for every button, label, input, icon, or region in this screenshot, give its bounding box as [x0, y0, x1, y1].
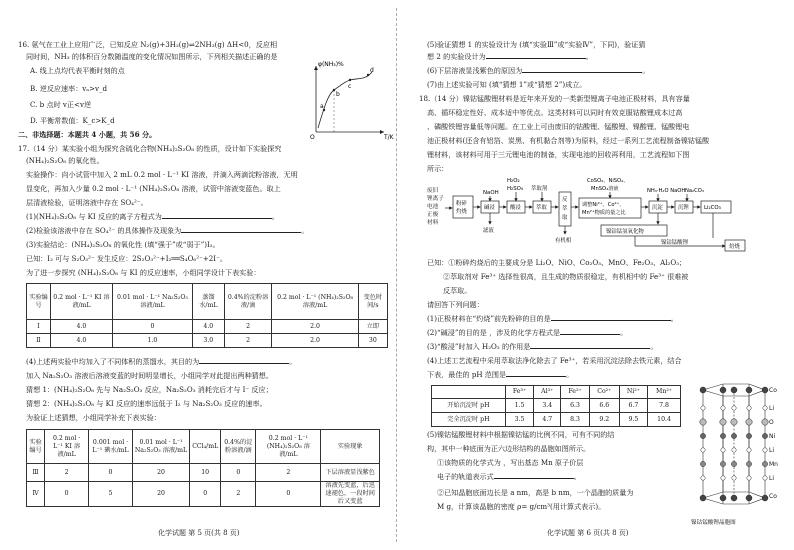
flow-reagent-naoh: NaOH — [483, 190, 499, 196]
ph-table-row-cell: 6.3 — [561, 399, 590, 413]
table2-row-cell: 5 — [89, 482, 133, 507]
table2-header-cell: 0.2 mol · L⁻¹ KI 溶液/mL — [45, 430, 89, 464]
crystal-atom — [762, 495, 768, 501]
table2-header-cell: 0.01 mol · L⁻¹ Na₂S₂O₃ 溶液/mL — [132, 430, 189, 464]
crystal-atom — [700, 387, 706, 393]
crystal-label-li-3: Li — [769, 475, 775, 482]
q18-sub5-line4-text: 电子的轨道表示式 — [437, 472, 494, 481]
q16-graph-ylabel: φ(NH₃)% — [318, 61, 344, 68]
flow-source-4: 正极 — [427, 212, 439, 218]
crystal-atom — [701, 476, 705, 480]
crystal-label-li-2: Li — [769, 447, 775, 454]
crystal-atom — [747, 448, 751, 452]
table2-row-cell: 0 — [45, 482, 89, 507]
crystal-atom — [763, 448, 767, 452]
table1-row-cell: 3.0 — [192, 334, 224, 348]
table2-row-cell: 溶液先变蓝，后迅速褪色，一段时间后又变蓝 — [321, 482, 380, 507]
q17-sub4-answer-blank[interactable] — [199, 363, 289, 364]
q18-line4: 池正极材料(还含有铝箔、炭黑、有机黏合剂等)为原料，经过一系列工艺流程制备镍钴锰酸 — [427, 136, 710, 145]
table1-row-cell: 4.0 — [192, 320, 224, 334]
q16-point-c: c — [348, 83, 352, 90]
table2-row-cell: 10 — [190, 464, 221, 482]
table2-header-cell: 实验编号 — [27, 430, 45, 464]
q18-sub1: (1)正极材料在“灼烧”前先粉碎的目的是 。 — [427, 314, 678, 323]
crystal-atom — [731, 419, 737, 425]
crystal-atom — [721, 476, 725, 480]
q18-sub2-text: (2)“碱浸”的目的是 ，涉及的化学方程式是 — [427, 328, 561, 337]
crystal-atom — [746, 495, 752, 501]
ph-table-header-cell: Fe³⁺ — [505, 386, 534, 399]
q18-sub1-text: (1)正极材料在“灼烧”前先粉碎的目的是 — [427, 314, 551, 323]
q17-line2: (NH₄)₂S₂O₈ 的氧化性。 — [26, 156, 104, 165]
table2-row-cell: 0 — [89, 464, 133, 482]
crystal-atom — [762, 387, 768, 393]
ph-table-row-cell: 开始沉淀时 pH — [432, 399, 506, 413]
q18-line6: 所示： — [427, 164, 449, 173]
crystal-atom — [732, 476, 736, 480]
crystal-atom — [731, 461, 736, 466]
crystal-atom — [720, 495, 726, 501]
crystal-atom — [731, 433, 736, 438]
crystal-atom — [732, 406, 736, 410]
q18-sub5-orbital-blank[interactable] — [494, 478, 574, 479]
q18-ph-table — [431, 385, 681, 427]
q18-sub5-line5: ②已知晶胞底面边长是 a nm，高是 b nm，一个晶胞的质量为 — [437, 488, 634, 497]
ph-table-header-cell: Co²⁺ — [589, 386, 619, 399]
ph-table-row-cell: 10.4 — [648, 413, 681, 427]
q16-graph — [300, 60, 394, 141]
flow-reagent-na2co3: Na₂CO₃ — [685, 188, 704, 194]
table2-row-cell: Ⅲ — [27, 464, 45, 482]
q17-known2: 为了进一步探究 (NH₄)₂S₂O₈ 与 KI 的反应速率，小组同学设计下表实验： — [26, 268, 261, 277]
crystal-atom — [762, 461, 767, 466]
table2-row-cell: 0 — [256, 482, 321, 507]
table1-header-cell: 0.2 mol · L⁻¹ KI 溶液/mL — [50, 284, 112, 320]
table2-header-cell: 0.001 mol · L⁻¹ 碘水/mL — [89, 430, 133, 464]
q17-sub2-answer-blank[interactable] — [181, 232, 301, 233]
crystal-atom — [763, 476, 767, 480]
ph-table-row-cell: 6.6 — [589, 399, 619, 413]
table2-row-cell: 下层溶液显浅紫色 — [321, 464, 380, 482]
q18-known3: 反萃取。 — [443, 286, 472, 295]
q18-known2: ②萃取剂对 Fe³⁺ 选择性很高，且生成的物质很稳定，有机相中的 Fe³⁺ 很难被 — [443, 272, 689, 281]
table1-header-cell: 0.2 mol · L⁻¹ (NH₄)₂S₂O₈ 溶液/mL — [272, 284, 358, 320]
table2-header-cell: CCl₄/mL — [190, 430, 221, 464]
q18-sub3-text: (3)“酸浸”时加入 H₂O₂ 的作用是 — [427, 342, 531, 351]
table2-row-cell: 2 — [221, 482, 256, 507]
section-2-heading: 二、非选择题：本题共 4 小题，共 56 分。 — [18, 130, 157, 139]
table1-row-cell: 2 — [224, 320, 272, 334]
ph-table-row-cell: 3.5 — [505, 413, 534, 427]
crystal-atom — [700, 419, 706, 425]
crystal-atom — [720, 433, 725, 438]
flow-acid-label: 酸浸 — [510, 205, 521, 211]
ph-table-header-cell: Fe²⁺ — [561, 386, 590, 399]
q17-sub5-line2: 想 2 的实验设计为 。 — [427, 52, 593, 61]
ph-table-header-cell — [432, 386, 506, 399]
ph-table-row-cell: 完全沉淀时 pH — [432, 413, 506, 427]
q16-option-d: D. 平衡常数值：K_c>K_d — [30, 116, 115, 125]
q17-guess1: 猜想 1：(NH₄)₂S₂O₈ 先与 Na₂S₂O₃ 反应，Na₂S₂O₃ 消耗完后才与 I⁻ 反应； — [26, 385, 273, 394]
page-5-footer: 化学试题 第 5 页(共 8 页) — [158, 529, 240, 537]
crystal-label-mn: Mn — [769, 461, 778, 468]
ph-table-row-cell: 4.7 — [534, 413, 561, 427]
flow-source-1: 废旧 — [427, 188, 439, 194]
q16-graph-origin: O — [310, 134, 315, 141]
q16-option-a: A. 线上点均代表平衡时刻的点 — [30, 66, 125, 75]
crystal-atom — [721, 406, 725, 410]
table2-header-cell: 实验现象 — [321, 430, 380, 464]
q17-line3: 实验操作：向小试管中加入 2 mL 0.2 mol · L⁻¹ KI 溶液，并滴入两滴淀粉溶液，无明 — [26, 170, 298, 179]
q18-sub2-answer-blank[interactable] — [560, 334, 620, 335]
crystal-atom — [701, 448, 705, 452]
svg-text:灼烧: 灼烧 — [456, 209, 467, 215]
table1-header-cell: 蒸馏水/mL — [192, 284, 224, 320]
q18-flowchart — [425, 174, 787, 256]
flow-source-5: 材料 — [427, 220, 439, 226]
q17-sub5-answer-blank[interactable] — [486, 58, 586, 59]
q16-option-b: B. 逆反应速率：vₐ>v_d — [30, 84, 108, 93]
crystal-label-o: O — [769, 419, 774, 426]
q17-sub7: (7)由上述实验可知 (填“猜想 1”或“猜想 2”)成立。 — [427, 80, 587, 89]
svg-text:Mn²⁺物质的量之比: Mn²⁺物质的量之比 — [582, 210, 626, 216]
q17-line4: 显变化，再加入少量 0.2 mol · L⁻¹ (NH₄)₂S₂O₈ 溶液，试管中溶液变蓝色。取上 — [26, 184, 281, 193]
page-6 — [397, 0, 794, 550]
flow-reagent-extractant: 萃取剂 — [531, 186, 548, 192]
q17-sub5-line2-text: 想 2 的实验设计为 — [427, 52, 486, 61]
q18-ask: 请回答下列问题： — [427, 300, 484, 309]
q17-sub6: (6)下层溶液显浅紫色的原因为 。 — [427, 66, 650, 75]
ph-table-row-cell: 6.7 — [619, 399, 647, 413]
q17-sub6-text: (6)下层溶液显浅紫色的原因为 — [427, 66, 523, 75]
table2-row-cell: 2 — [45, 464, 89, 482]
flow-final-product: 镍钴锰酸锂 — [661, 240, 688, 246]
q17-sub5: (5)验证猜想 1 的实验设计为 (填“实验Ⅲ”或“实验Ⅳ”，下同)，验证猜 — [427, 40, 646, 49]
crystal-atom — [762, 419, 768, 425]
crystal-caption: 镍钴锰酸锂晶胞图 — [691, 520, 736, 526]
q17-sub1-answer-blank[interactable] — [162, 218, 272, 219]
q16-line1: 16. 氨气在工业上应用广泛，已知反应 N₂(g)+3H₂(g)⇌2NH₃(g) ΔH<0，反应相 — [18, 40, 278, 49]
crystal-atom — [700, 433, 705, 438]
table1-row-cell: 2.0 — [272, 320, 358, 334]
q17-table2 — [26, 429, 380, 507]
ph-table-row-cell: 8.3 — [561, 413, 590, 427]
q18-sub5-line6: M g，计算该晶胞的密度 ρ= g/cm³(用计算式表示)。 — [437, 502, 606, 511]
table1-row-cell: 1.0 — [112, 334, 192, 348]
q17-sub2: (2)检验该溶液中存在 SO₄²⁻ 的具体操作及现象为 。 — [26, 226, 309, 235]
crystal-atom — [746, 387, 752, 393]
flow-source-2: 锂离子 — [427, 196, 444, 202]
flow-precipitate-label: 沉淀 — [652, 205, 663, 211]
q18-sub5-line2: 构，其中一种底面为正六边形结构的晶胞如图所示。 — [427, 444, 591, 453]
table1-row-cell: Ⅰ — [27, 320, 51, 334]
q17-sub2-text: (2)检验该溶液中存在 SO₄²⁻ 的具体操作及现象为 — [26, 226, 182, 235]
table1-row-cell: 4.0 — [50, 334, 112, 348]
flow-reagent-nh3-naoh: NH₃·H₂O NaOH — [647, 188, 686, 194]
table2-header-cell: 0.4%的淀粉溶液/滴 — [221, 430, 256, 464]
flow-organic-phase: 有机相 — [555, 238, 572, 244]
crystal-atom — [731, 495, 737, 501]
q17-line1: 17.（14 分）某实验小组为探究含硫化合物(NH₄)₂S₂O₈ 的性质，设计如下实验探究 — [18, 144, 282, 153]
flow-filtrate: 滤液 — [483, 228, 494, 234]
ph-table-header-cell: Mn²⁺ — [648, 386, 681, 399]
q18-sub4-line2: 下表，最佳的 pH 范围是 。 — [427, 370, 574, 379]
q18-sub1-answer-blank[interactable] — [551, 320, 671, 321]
q17-guess2: 猜想 2：(NH₄)₂S₂O₈ 与 KI 反应的速率远低于 I₂ 与 Na₂S₂O₃ 反应的速率。 — [26, 399, 267, 408]
crystal-atom — [747, 476, 751, 480]
q18-line1: 18.（14 分）镍钴锰酸锂材料是近年来开发的一类新型锂离子电池正极材料，具有容量 — [419, 94, 690, 103]
svg-text:粉碎: 粉碎 — [456, 201, 467, 207]
flow-li2co3-label: Li₂CO₃ — [704, 205, 721, 211]
q18-sub5-line4: 电子的轨道表示式 。 — [437, 472, 581, 481]
q17-guess3: 为验证上述猜想，小组同学补充下表实验： — [26, 413, 161, 422]
flow-reagent-salts-1: CoSO₄、NiSO₄、 — [587, 178, 629, 184]
q17-sub6-answer-blank[interactable] — [522, 72, 642, 73]
q18-sub4: (4)上述工艺流程中采用萃取法净化除去了 Fe³⁺，若采用沉淀法除去铁元素，结合 — [427, 356, 682, 365]
table2-row-cell: 2 — [256, 464, 321, 482]
crystal-atom — [746, 461, 751, 466]
crystal-atom — [762, 433, 767, 438]
q17-sub4: (4)上述两实验中均加入了不同体积的蒸馏水，其目的为 。 — [26, 357, 297, 366]
crystal-atom — [700, 495, 706, 501]
table1-row-cell: 0 — [112, 320, 192, 334]
table1-header-cell: 实验编号 — [27, 284, 51, 320]
ph-table-row-cell: 7.8 — [648, 399, 681, 413]
q17-line5: 层清液检验，证明溶液中存在 SO₄²⁻。 — [26, 198, 148, 207]
q18-line5: 锂材料，该材料可用于三元锂电池的制备，实现电池的回收再利用，工艺流程如下图 — [427, 150, 690, 159]
table2-row-cell: Ⅳ — [27, 482, 45, 507]
table1-row-cell: 30 — [358, 334, 387, 348]
crystal-atom — [746, 419, 752, 425]
svg-text:调整Ni²⁺、Co²⁺、: 调整Ni²⁺、Co²⁺、 — [582, 202, 625, 208]
ph-table-row-cell: 9.5 — [619, 413, 647, 427]
q17-sub4-line2: 加入 Na₂S₂O₃ 溶液后溶液变蓝的时间明显增长，小组同学对此提出两种猜想。 — [26, 371, 273, 380]
crystal-atom — [720, 387, 726, 393]
table1-row-cell: 4.0 — [50, 320, 112, 334]
crystal-atom — [700, 461, 705, 466]
q18-sub3-answer-blank[interactable] — [530, 348, 650, 349]
svg-text:取: 取 — [562, 215, 568, 221]
q18-line2: 高、循环稳定性好、成本适中等优点。这类材料可以同时有效克服钴酸锂成本过高 — [427, 108, 683, 117]
table2-row-cell: 20 — [132, 482, 189, 507]
q17-table1 — [26, 283, 388, 348]
q18-sub3: (3)“酸浸”时加入 H₂O₂ 的作用是 。 — [427, 342, 658, 351]
crystal-label-li-1: Li — [769, 405, 775, 412]
ph-table-header-cell: Al³⁺ — [534, 386, 561, 399]
table1-row-cell: 2 — [224, 334, 272, 348]
crystal-atom — [746, 433, 751, 438]
table2-row-cell: 0 — [190, 482, 221, 507]
table1-row-cell: 2.0 — [272, 334, 358, 348]
q16-point-a: a — [320, 103, 324, 110]
ph-table-header-cell: Ni²⁺ — [619, 386, 647, 399]
table1-header-cell: 0.01 mol · L⁻¹ Na₂S₂O₃ 溶液/mL — [112, 284, 192, 320]
ph-table-row-cell: 3.4 — [534, 399, 561, 413]
crystal-atom — [701, 406, 705, 410]
page-6-footer: 化学试题 第 6 页(共 8 页) — [547, 529, 629, 537]
crystal-label-co-top: Co — [769, 387, 777, 394]
table1-row-cell: Ⅱ — [27, 334, 51, 348]
q18-line3: 、磷酸铁锂容量低等问题。在工业上可由废旧的钴酸锂、锰酸锂、镍酸锂、锰酸锂电 — [427, 122, 690, 131]
table1-header-cell: 0.4%的淀粉溶液/滴 — [224, 284, 272, 320]
flow-roast-label: 焙烧 — [729, 244, 740, 250]
q16-point-d: d — [370, 67, 374, 74]
crystal-atom — [763, 406, 767, 410]
svg-text:反: 反 — [562, 197, 568, 203]
table2-row-cell: 20 — [132, 464, 189, 482]
q16-option-c: C. b 点时 v正<v逆 — [30, 100, 92, 109]
flow-source-3: 电池 — [427, 204, 439, 210]
q18-sub4-answer-blank[interactable] — [506, 376, 566, 377]
q18-crystal-structure — [689, 380, 789, 528]
q16-point-b: b — [336, 91, 340, 98]
crystal-atom — [732, 448, 736, 452]
table1-header-cell: 变色时间/s — [358, 284, 387, 320]
crystal-label-co-bottom: Co — [769, 493, 777, 500]
table1-row-cell: 立即 — [358, 320, 387, 334]
table2-row-cell: 0 — [221, 464, 256, 482]
ph-table-row-cell: 1.5 — [505, 399, 534, 413]
table2-header-cell: 0.2 mol · L⁻¹ (NH₄)₂S₂O₈ 溶液/mL — [256, 430, 321, 464]
q16-graph-xlabel: T/K — [384, 134, 394, 141]
q17-known1: 已知：I₂ 可与 S₂O₃²⁻ 发生反应：2S₂O₃²⁻+I₂══S₄O₆²⁻+2I⁻。 — [26, 254, 227, 263]
q17-sub1: (1)(NH₄)₂S₂O₈ 与 KI 反应的离子方程式为 。 — [26, 212, 279, 221]
q17-sub1-text: (1)(NH₄)₂S₂O₈ 与 KI 反应的离子方程式为 — [26, 212, 162, 221]
flow-hydroxide-label: 镍钴锰氢氧化物 — [606, 229, 644, 235]
q18-sub4-line2-text: 下表，最佳的 pH 范围是 — [427, 370, 507, 379]
q18-sub5-line3: ①该物质的化学式为 ，写出基态 Mn 原子价层 — [437, 458, 584, 467]
flow-reagent-salts-2: MnSO₄溶液 — [591, 186, 619, 192]
svg-text:萃: 萃 — [562, 206, 568, 212]
crystal-atom — [731, 387, 737, 393]
q17-sub3: (3)实验结论：(NH₄)₂S₂O₈ 的氧化性 (填“强于”或“弱于”)I₂。 — [26, 240, 220, 249]
crystal-atom — [720, 419, 726, 425]
q18-known1: 已知：①粉碎灼烧后的主要成分是 Li₂O、NiO、Co₂O₃、MnO、Fe₂O₃、Al₂O₃； — [427, 258, 687, 267]
q18-sub5: (5)镍钴锰酸锂材料中根据镍钴锰的比例不同，可有不同的结 — [427, 430, 615, 439]
flow-reagent-h2o2: H₂O₂ — [507, 178, 520, 184]
crystal-atom — [747, 406, 751, 410]
flow-reagent-h2so4: H₂SO₄ — [507, 186, 524, 192]
flow-extract-label: 萃取 — [536, 205, 547, 211]
crystal-atom — [721, 448, 725, 452]
crystal-atom — [720, 461, 725, 466]
q18-sub2: (2)“碱浸”的目的是 ，涉及的化学方程式是 。 — [427, 328, 628, 337]
q16-line2: 同时间，NH₃ 的体积百分数随温度的变化情况如图所示，下列相关描述正确的是 — [26, 52, 278, 61]
crystal-label-ni: Ni — [769, 433, 776, 440]
flow-lithium-label: 沉锂 — [678, 205, 689, 211]
ph-table-row-cell: 9.2 — [589, 413, 619, 427]
q17-sub4-text: (4)上述两实验中均加入了不同体积的蒸馏水，其目的为 — [26, 357, 200, 366]
flow-alkali-label: 碱浸 — [484, 205, 495, 211]
